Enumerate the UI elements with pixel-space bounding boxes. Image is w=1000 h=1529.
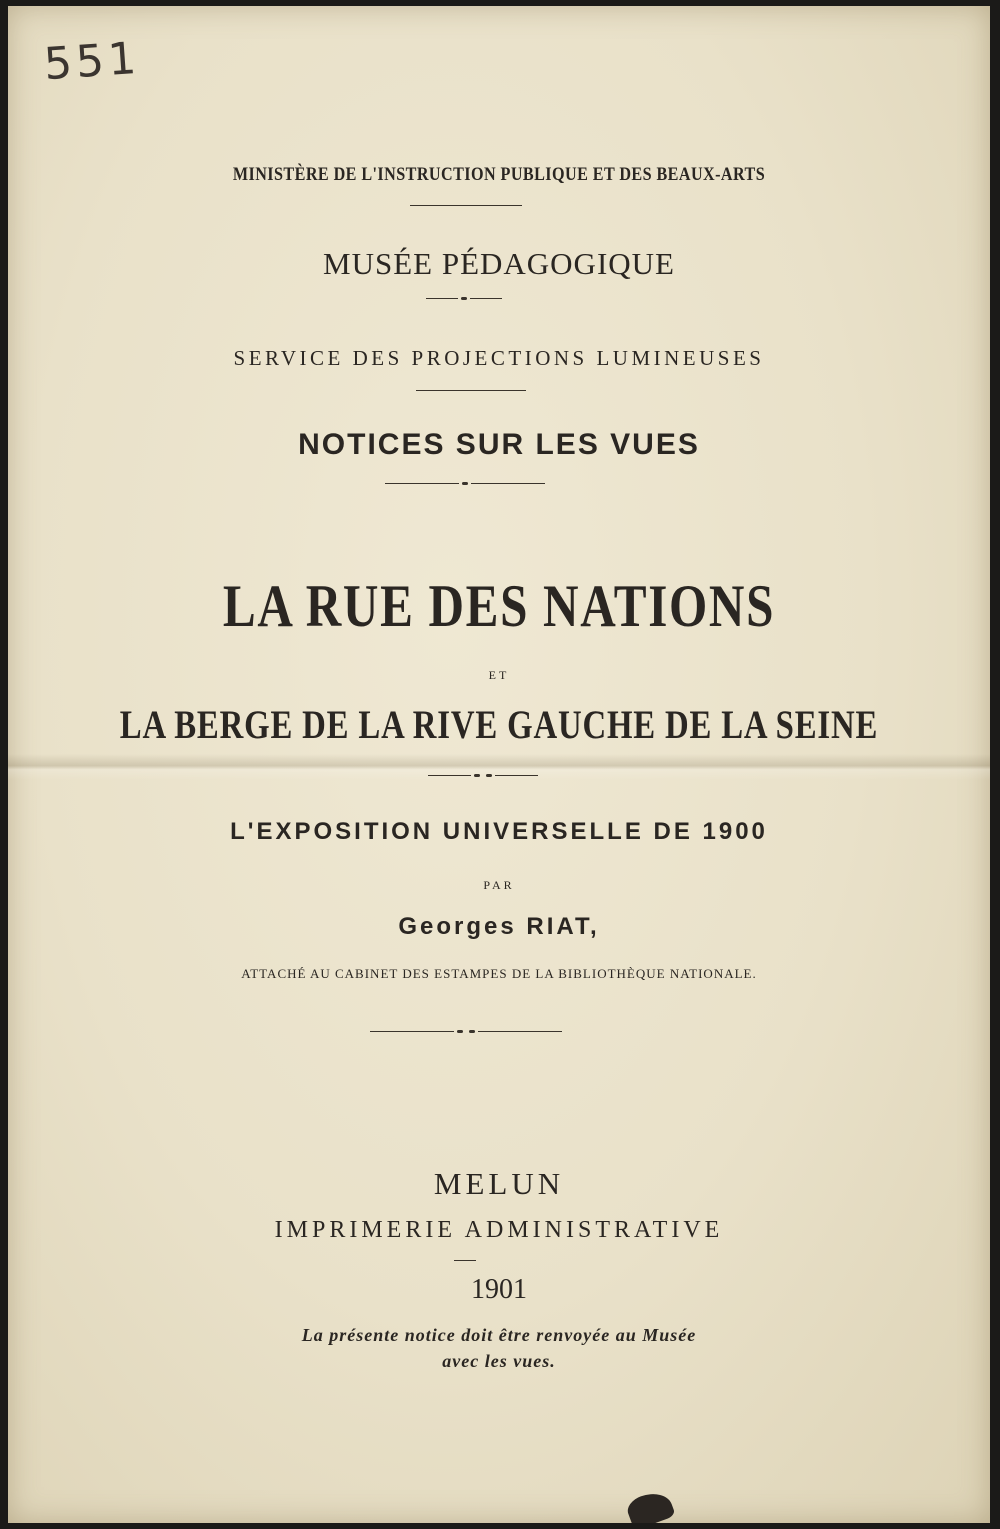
imprint-year: 1901 [471, 1274, 527, 1305]
ornament-divider [426, 293, 502, 303]
handwritten-number: 551 [42, 32, 142, 91]
exhibition-line: L'EXPOSITION UNIVERSELLE DE 1900 [230, 818, 768, 845]
by-label: PAR [483, 878, 515, 892]
ornament-divider [428, 770, 538, 780]
imprint-city: MELUN [433, 1166, 565, 1201]
ornament-divider [370, 1026, 562, 1036]
divider-rule [416, 390, 526, 391]
divider-rule [454, 1260, 476, 1261]
author-name: Georges RIAT, [398, 913, 600, 940]
title-connector: ET [488, 668, 510, 682]
ink-stain [624, 1487, 676, 1523]
main-title: LA RUE DES NATIONS [222, 573, 776, 639]
author-role: ATTACHÉ AU CABINET DES ESTAMPES DE LA BIBLIOTHÈQUE NATIONALE. [241, 966, 757, 981]
divider-rule [410, 205, 522, 206]
ornament-divider [385, 478, 545, 488]
ministry-heading: MINISTÈRE DE L'INSTRUCTION PUBLIQUE ET DES BEAUX-ARTS [232, 164, 766, 185]
subtitle: LA BERGE DE LA RIVE GAUCHE DE LA SEINE [119, 702, 879, 747]
notices-heading: NOTICES SUR LES VUES [298, 428, 700, 461]
return-notice-line-2: avec les vues. [442, 1351, 556, 1371]
return-notice-line-1: La présente notice doit être renvoyée au Musée [301, 1325, 697, 1345]
museum-heading: MUSÉE PÉDAGOGIQUE [323, 246, 675, 281]
imprint-printer: IMPRIMERIE ADMINISTRATIVE [274, 1217, 724, 1243]
document-page [8, 6, 990, 1523]
service-heading: SERVICE DES PROJECTIONS LUMINEUSES [233, 346, 765, 370]
